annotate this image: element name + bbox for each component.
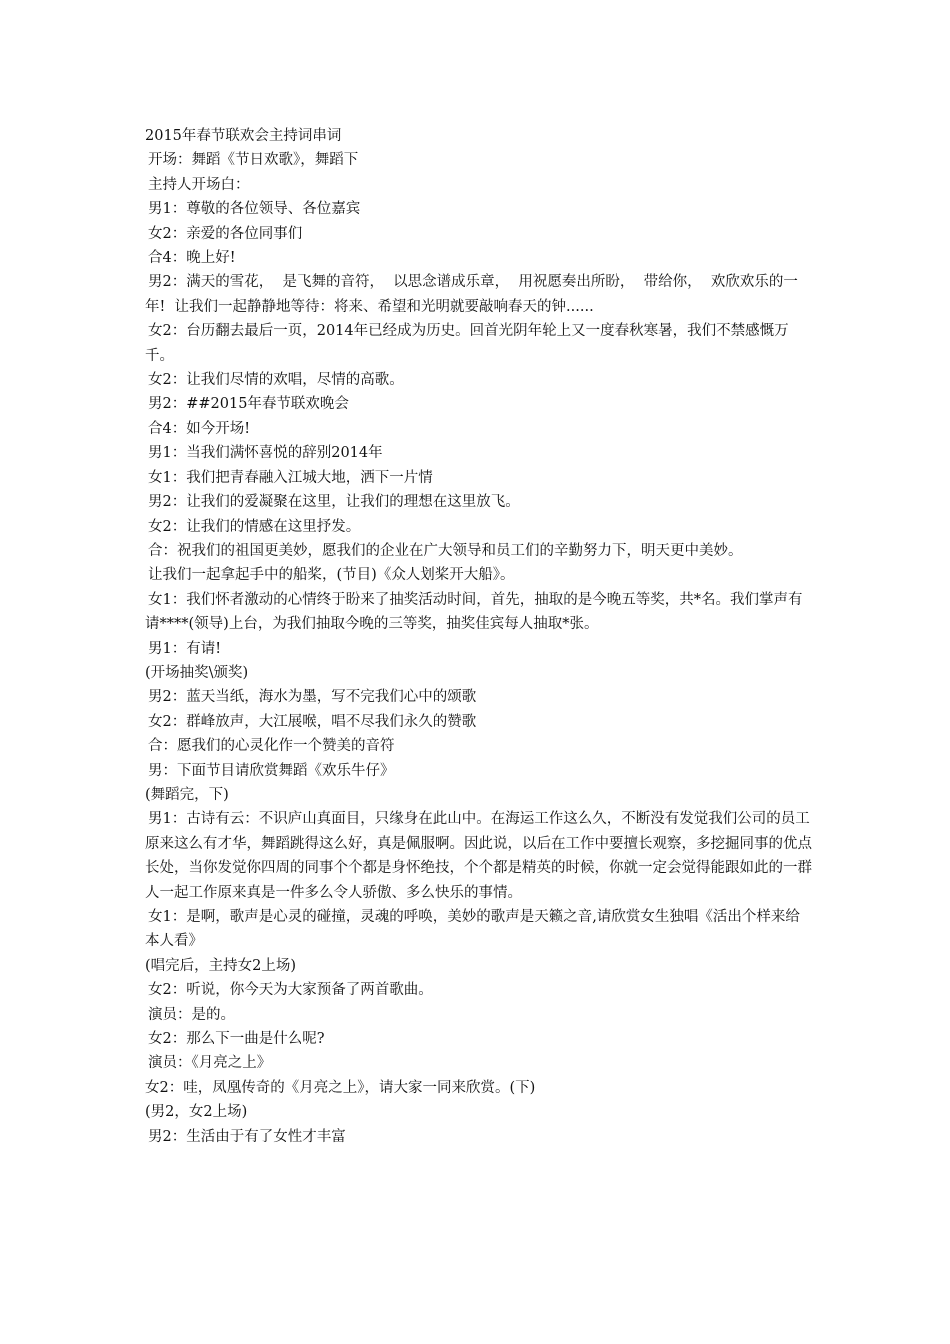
paragraph: 女2：让我们的情感在这里抒发。 [148, 518, 361, 535]
document-title: 2015年春节联欢会主持词串词 [145, 128, 342, 144]
paragraph: 女1：我们把青春融入江城大地，洒下一片情 [148, 469, 433, 486]
paragraph: 男1：当我们满怀喜悦的辞别2014年 [148, 445, 383, 462]
paragraph: (男2，女2上场) [145, 1104, 248, 1121]
paragraph: 女2：那么下一曲是什么呢? [148, 1031, 325, 1048]
paragraph: 男1：有请! [148, 640, 222, 657]
paragraph: 开场：舞蹈《节日欢歌》，舞蹈下 [148, 152, 359, 169]
document-body [145, 124, 813, 1149]
paragraph: 女2：哇，凤凰传奇的《月亮之上》，请大家一同来欣赏。(下) [145, 1079, 536, 1096]
paragraph: 男1：古诗有云：不识庐山真面目，只缘身在此山中。在海运工作这么久，不断没有发觉我们公司的员工原来这么有才华，舞蹈跳得这么好，真是佩服啊。因此说，以后在工作中要擅长观察，多挖掘同事的优点长处，当你发觉你四周的同事个个都是身怀绝技，个个都是精英的时候，你就一定会觉得能跟如此的一群人一起工作原来真是一件多么令人骄傲、多么快乐的事情。 [145, 811, 812, 901]
paragraph: 男2：让我们的爱凝聚在这里，让我们的理想在这里放飞。 [148, 494, 520, 511]
paragraph: 合：愿我们的心灵化作一个赞美的音符 [148, 738, 395, 755]
paragraph: 合：祝我们的祖国更美妙，愿我们的企业在广大领导和员工们的辛勤努力下，明天更中美妙。 [148, 542, 743, 559]
paragraph: 男1：尊敬的各位领导、各位嘉宾 [148, 201, 361, 218]
paragraph: 男2：##2015年春节联欢晚会 [148, 396, 349, 413]
paragraph: 男：下面节目请欣赏舞蹈《欢乐牛仔》 [148, 762, 395, 779]
paragraph: 主持人开场白： [148, 176, 250, 193]
paragraph: 女2：让我们尽情的欢唱，尽情的高歌。 [148, 372, 404, 389]
paragraph: (开场抽奖\颁奖) [145, 664, 249, 681]
paragraph: 男2：满天的雪花， 是飞舞的音符， 以思念谱成乐章， 用祝愿奏出所盼， 带给你， 欢欣欢乐的一年! 让我们一起静静地等待：将来、希望和光明就要敲响春天的钟...... [145, 274, 798, 315]
paragraph: 女2：台历翻去最后一页，2014年已经成为历史。回首光阴年轮上又一度春秋寒暑，我们不禁感慨万千。 [145, 323, 789, 364]
paragraph: 演员：《月亮之上》 [148, 1055, 272, 1072]
paragraph: 男2：蓝天当纸，海水为墨，写不完我们心中的颂歌 [148, 689, 477, 706]
paragraph: (唱完后，主持女2上场) [145, 957, 297, 974]
paragraph: 演员：是的。 [148, 1006, 235, 1023]
paragraph: 让我们一起拿起手中的船桨，(节目)《众人划桨开大船》。 [148, 567, 515, 584]
paragraph: 女2：群峰放声，大江展喉，唱不尽我们永久的赞歌 [148, 713, 477, 730]
paragraph: 合4：晚上好! [148, 250, 236, 267]
paragraph: 女2：亲爱的各位同事们 [148, 225, 303, 242]
paragraph: (舞蹈完，下) [145, 786, 229, 803]
paragraph: 女1：是啊，歌声是心灵的碰撞，灵魂的呼唤，美妙的歌声是天籁之音,请欣赏女生独唱《活出个样来给本人看》 [145, 909, 800, 950]
paragraph: 女1：我们怀者激动的心情终于盼来了抽奖活动时间，首先，抽取的是今晚五等奖，共*名。我们掌声有请****(领导)上台，为我们抽取今晚的三等奖，抽奖佳宾每人抽取*张。 [145, 591, 803, 633]
paragraph: 男2：生活由于有了女性才丰富 [148, 1128, 346, 1145]
paragraph: 女2：听说，你今天为大家预备了两首歌曲。 [148, 982, 433, 999]
paragraph: 合4：如今开场! [148, 420, 251, 437]
